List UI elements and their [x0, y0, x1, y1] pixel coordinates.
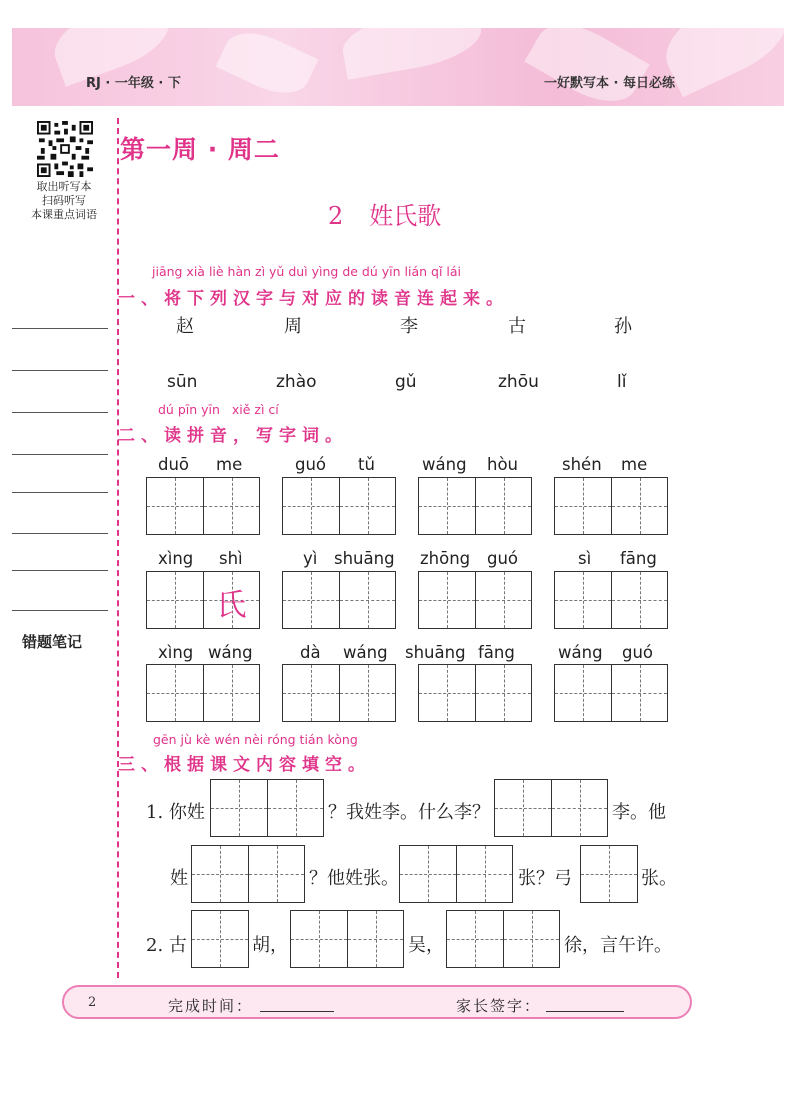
- hanzi-item[interactable]: 李: [400, 316, 418, 337]
- word-pinyin: zhōng: [420, 549, 471, 568]
- qr-caption-2: 扫码听写: [42, 194, 86, 207]
- writing-grid[interactable]: [554, 664, 668, 722]
- note-line[interactable]: [12, 412, 108, 413]
- word-pinyin: shén: [562, 455, 602, 474]
- section1-heading: 一、将下列汉字与对应的读音连起来。: [118, 289, 509, 309]
- word-pinyin: wáng: [208, 643, 253, 662]
- fill-text: 李。他: [612, 802, 666, 823]
- word-pinyin: shuāng: [334, 549, 395, 568]
- header-banner: [12, 28, 784, 106]
- answer-grid[interactable]: [290, 910, 404, 968]
- completion-time-label: 完成时间：: [168, 997, 254, 1015]
- writing-grid[interactable]: [282, 571, 396, 629]
- writing-grid[interactable]: [146, 571, 260, 629]
- word-pinyin: dà: [300, 643, 321, 662]
- word-pinyin: shuāng: [405, 643, 466, 662]
- answer-grid[interactable]: [580, 845, 638, 903]
- qr-code-icon[interactable]: [36, 121, 94, 177]
- qr-caption-1: 取出听写本: [36, 180, 92, 193]
- word-pinyin: me: [621, 455, 648, 474]
- hanzi-item[interactable]: 孙: [614, 316, 632, 337]
- pinyin-option[interactable]: sūn: [167, 372, 198, 392]
- word-pinyin: wáng: [343, 643, 388, 662]
- section2-pinyin: dú pīn yīn xiě zì cí: [158, 402, 279, 417]
- word-pinyin: me: [216, 455, 243, 474]
- fill-text: 2. 古: [146, 935, 187, 956]
- note-line[interactable]: [12, 492, 108, 493]
- word-pinyin: hòu: [487, 455, 519, 474]
- writing-grid[interactable]: [282, 477, 396, 535]
- header-right-text: 一好默写本 · 每日必练: [544, 76, 675, 91]
- answer-grid[interactable]: [494, 779, 608, 837]
- pinyin-option[interactable]: gǔ: [395, 372, 417, 392]
- margin-divider: [117, 118, 119, 978]
- answer-grid[interactable]: [446, 910, 560, 968]
- fill-text: ？他姓张。: [309, 868, 399, 889]
- note-line[interactable]: [12, 610, 108, 611]
- word-pinyin: yì: [303, 549, 318, 568]
- fill-text: 徐，言午许。: [564, 935, 672, 956]
- word-pinyin: shì: [219, 549, 243, 568]
- page-number: 2: [88, 995, 97, 1010]
- answer-grid[interactable]: [399, 845, 513, 903]
- completion-time-field[interactable]: [260, 1011, 334, 1012]
- word-pinyin: wáng: [422, 455, 467, 474]
- word-pinyin: xìng: [158, 549, 194, 568]
- word-pinyin: guó: [487, 549, 519, 568]
- hanzi-item[interactable]: 赵: [176, 316, 194, 337]
- hanzi-item[interactable]: 古: [508, 316, 526, 337]
- writing-grid[interactable]: [418, 571, 532, 629]
- word-pinyin: guó: [295, 455, 327, 474]
- pinyin-option[interactable]: zhào: [276, 372, 317, 392]
- fill-text: 1. 你姓: [146, 802, 205, 823]
- footer-bar: [62, 985, 692, 1019]
- fill-text: 张。: [641, 868, 677, 889]
- lesson-title: [328, 196, 441, 231]
- pinyin-option[interactable]: zhōu: [498, 372, 539, 392]
- note-line[interactable]: [12, 370, 108, 371]
- parent-signature-field[interactable]: [546, 1011, 624, 1012]
- writing-grid[interactable]: [554, 571, 668, 629]
- fill-text: 吴，: [408, 935, 444, 956]
- word-pinyin: sì: [578, 549, 592, 568]
- word-pinyin: wáng: [558, 643, 603, 662]
- section2-heading: 二、读拼音，写字词。: [118, 426, 348, 446]
- lesson-name: 姓氏歌: [369, 202, 442, 230]
- lesson-number: 2: [328, 202, 344, 230]
- qr-caption-3: 本课重点词语: [31, 208, 97, 221]
- word-pinyin: fāng: [620, 549, 657, 568]
- fill-text: 胡，: [252, 935, 288, 956]
- writing-grid[interactable]: [146, 477, 260, 535]
- writing-grid[interactable]: [418, 664, 532, 722]
- writing-grid[interactable]: [146, 664, 260, 722]
- note-line[interactable]: [12, 328, 108, 329]
- section3-pinyin: gēn jù kè wén nèi róng tián kòng: [153, 732, 358, 747]
- header-left-text: RJ · 一年级 · 下: [86, 76, 181, 91]
- week-title: 第一周 · 周二: [120, 135, 280, 164]
- section1-pinyin: jiāng xià liè hàn zì yǔ duì yìng de dú yīn lián qǐ lái: [152, 264, 462, 279]
- writing-grid[interactable]: [418, 477, 532, 535]
- word-pinyin: xìng: [158, 643, 194, 662]
- note-line[interactable]: [12, 454, 108, 455]
- fill-text: 姓: [170, 868, 188, 889]
- answer-grid[interactable]: [191, 910, 249, 968]
- section3-heading: 三、根据课文内容填空。: [118, 755, 371, 775]
- note-line[interactable]: [12, 570, 108, 571]
- parent-signature-label: 家长签字：: [456, 997, 542, 1015]
- fill-text: 张？弓: [518, 868, 572, 889]
- answer-grid[interactable]: [191, 845, 305, 903]
- word-pinyin: guó: [622, 643, 654, 662]
- pinyin-option[interactable]: lǐ: [617, 372, 627, 392]
- word-pinyin: tǔ: [358, 455, 375, 474]
- fill-text: ？我姓李。什么李？: [328, 802, 490, 823]
- word-pinyin: fāng: [478, 643, 515, 662]
- writing-grid[interactable]: [282, 664, 396, 722]
- hanzi-item[interactable]: 周: [284, 316, 302, 337]
- answer-grid[interactable]: [210, 779, 324, 837]
- note-line[interactable]: [12, 533, 108, 534]
- word-pinyin: duō: [158, 455, 190, 474]
- writing-grid[interactable]: [554, 477, 668, 535]
- wrong-question-notes-title: 错题笔记: [22, 633, 83, 651]
- filled-character: 氏: [216, 588, 247, 623]
